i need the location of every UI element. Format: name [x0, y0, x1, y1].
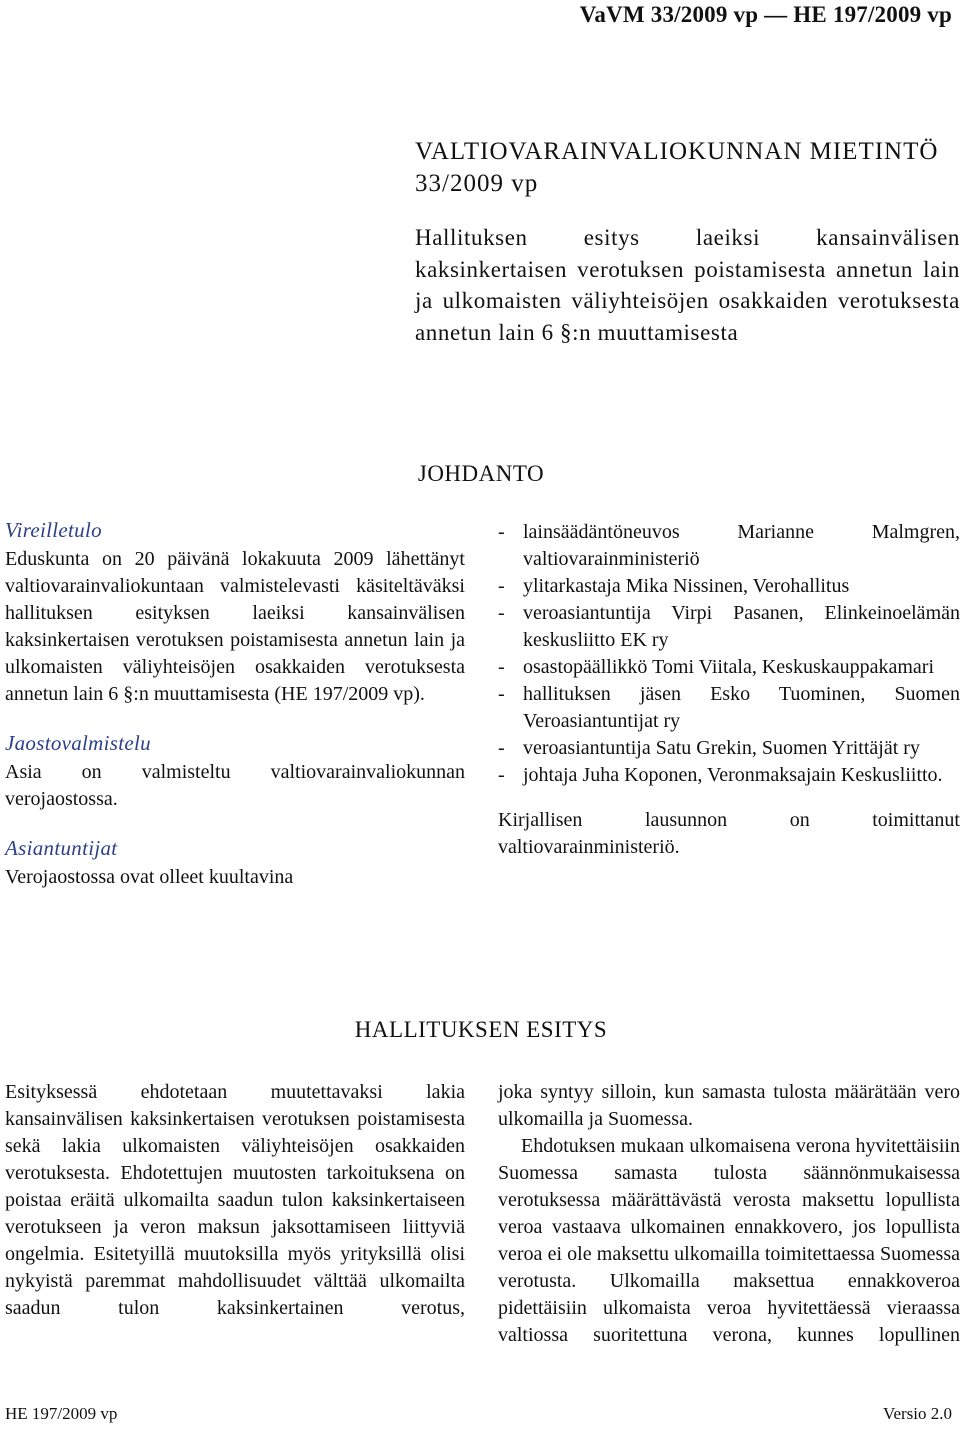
esitys-right-text-2: Ehdotuksen mukaan ulkomaisena verona hyvitettäisiin Suomessa samasta tulosta säännönmukaisessa verotuksessa määrättävästä verosta maksettu lopullista veroa vastaava ulkomainen ennakkovero, jos lopullista veroa ei ole maksettu ulkomailla toimitettaessa Suomessa verotusta. Ulkomailla maksettua ennakkoveroa pidettäisiin ulkomaista veroa hyvitettäessä vieraassa valtiossa suoritettuna verona, kunnes lopullinen [498, 1135, 960, 1346]
report-subtitle: Hallituksen esitys laeiksi kansainvälisen kaksinkertaisen verotuksen poistamisesta annetun lain ja ulkomaisten väliyhteisöjen osakkaiden verotuksesta annetun lain 6 §:n muuttamisesta [415, 225, 960, 345]
statement-text: Kirjallisen lausunnon on toimittanut valtiovarainministeriö. [498, 809, 960, 858]
list-item: - veroasiantuntija Satu Grekin, Suomen Yrittäjät ry [498, 737, 920, 759]
johdanto-left-column [5, 517, 465, 891]
asiantuntijat-heading: Asiantuntijat [5, 836, 118, 860]
expert-list [498, 519, 960, 789]
title-block [415, 136, 960, 348]
esitys-left-column [5, 1079, 465, 1322]
running-header: VaVM 33/2009 vp — HE 197/2009 vp [579, 2, 952, 27]
list-item: - hallituksen jäsen Esko Tuominen, Suomen Veroasiantuntijat ry [498, 683, 960, 732]
list-item: - veroasiantuntija Virpi Pasanen, Elinkeinoelämän keskusliitto EK ry [498, 602, 960, 651]
vireilletulo-heading: Vireilletulo [5, 518, 102, 542]
vireilletulo-text: Eduskunta on 20 päivänä lokakuuta 2009 lähettänyt valtiovarainvaliokuntaan valmistelevasti käsiteltäväksi hallituksen esityksen laeiksi kansainvälisen kaksinkertaisen verotuksen poistamisesta annetun lain ja ulkomaisten väliyhteisöjen osakkaiden verotuksesta annetun lain 6 §:n muuttamisesta (HE 197/2009 vp). [5, 548, 465, 705]
esitys-right-column [498, 1079, 960, 1349]
list-item: - ylitarkastaja Mika Nissinen, Verohallitus [498, 575, 850, 597]
footer-left: HE 197/2009 vp [5, 1404, 118, 1423]
esitys-right-text-1: joka syntyy silloin, kun samasta tulosta määrätään vero ulkomailla ja Suomessa. [498, 1081, 960, 1130]
johdanto-heading: JOHDANTO [417, 461, 545, 486]
asiantuntijat-text: Verojaostossa ovat olleet kuultavina [5, 866, 294, 888]
jaostovalmistelu-heading: Jaostovalmistelu [5, 731, 151, 755]
hallituksen-esitys-heading: HALLITUKSEN ESITYS [354, 1017, 608, 1042]
johdanto-right-column [498, 519, 960, 861]
list-item: - johtaja Juha Koponen, Veronmaksajain Keskusliitto. [498, 764, 943, 786]
esitys-left-text: Esityksessä ehdotetaan muutettavaksi lakia kansainvälisen kaksinkertaisen verotuksen poistamisesta sekä lakia ulkomaisten väliyhteisöjen osakkaiden verotuksesta. Ehdotettujen muutosten tarkoituksena on poistaa eräitä ulkomailta saadun tulon kaksinkertaiseen verotukseen ja veron maksun jaksottamiseen liittyviä ongelmia. Esitetyillä muutoksilla myös yrityksillä olisi nykyistä paremmat mahdollisuudet välttää ulkomailta saadun tulon kaksinkertainen verotus, [5, 1081, 465, 1319]
report-title: VALTIOVARAINVALIOKUNNAN MIETINTÖ 33/2009 vp [415, 138, 939, 197]
jaostovalmistelu-text: Asia on valmisteltu valtiovarainvaliokunnan verojaostossa. [5, 761, 465, 810]
list-item: - osastopäällikkö Tomi Viitala, Keskuskauppakamari [498, 656, 935, 678]
footer-right: Versio 2.0 [883, 1404, 952, 1423]
list-item: - lainsäädäntöneuvos Marianne Malmgren, valtiovarainministeriö [498, 521, 960, 570]
